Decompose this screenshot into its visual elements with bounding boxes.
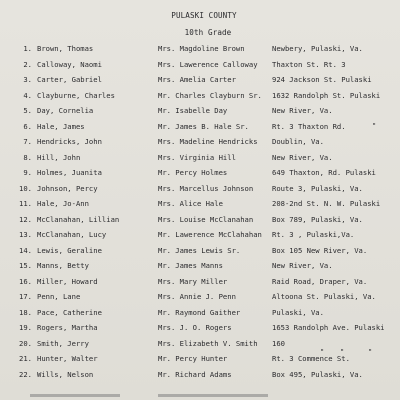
- parent-name: Mr. Isabelle Day: [158, 106, 228, 115]
- student-row: [0, 260, 400, 272]
- student-row: [0, 276, 400, 288]
- cut-off-row: [30, 394, 370, 400]
- address: 1653 Randolph Ave. Pulaski: [272, 323, 385, 332]
- student-row: [0, 291, 400, 303]
- address: 208-2nd St. N. W. Pulaski: [272, 199, 381, 208]
- address: Rt. 3 Thaxton Rd.: [272, 121, 346, 131]
- student-name: Wills, Nelson: [37, 369, 94, 379]
- parent-name: Mr. Percy Holmes: [158, 168, 228, 177]
- student-row: [0, 43, 400, 55]
- student-name: Calloway, Naomi: [37, 59, 102, 69]
- student-number: 8.: [23, 152, 32, 162]
- ditto-mark: ": [340, 348, 345, 356]
- address: 649 Thaxton, Rd. Pulaski: [272, 168, 376, 177]
- grade-heading: 10th Grade: [184, 28, 232, 37]
- student-number: 19.: [19, 323, 32, 332]
- student-name: Hale, James: [37, 121, 85, 131]
- student-name: Carter, Gabriel: [37, 75, 102, 84]
- student-name: Pace, Catherine: [37, 307, 102, 317]
- address: Route 3, Pulaski, Va.: [272, 183, 363, 193]
- parent-name: Mr. Lawerence McClahahan: [158, 230, 262, 239]
- student-name: Penn, Lane: [37, 292, 81, 301]
- ditto-mark: ": [368, 348, 373, 356]
- address: Box 789, Pulaski, Va.: [272, 214, 363, 224]
- student-name: Smith, Jerry: [37, 338, 89, 348]
- student-row: [0, 74, 400, 86]
- student-name: Johnson, Percy: [37, 183, 98, 193]
- address: 924 Jackson St. Pulaski: [272, 75, 372, 84]
- student-name: McClanahan, Lucy: [37, 230, 107, 239]
- student-name: Holmes, Juanita: [37, 168, 102, 177]
- student-number: 16.: [19, 276, 32, 286]
- parent-name: Mrs. Annie J. Penn: [158, 292, 236, 301]
- parent-name: Mrs. Marcellus Johnson: [158, 183, 254, 193]
- parent-name: Mr. Percy Hunter: [158, 354, 228, 363]
- student-row: [0, 121, 400, 133]
- student-row: [0, 198, 400, 210]
- student-row: [0, 245, 400, 257]
- student-row: [0, 105, 400, 117]
- student-number: 6.: [23, 121, 32, 131]
- address: Newbery, Pulaski, Va.: [272, 44, 363, 53]
- student-row: [0, 307, 400, 319]
- parent-name: Mrs. Virginia Hill: [158, 152, 236, 162]
- parent-name: Mrs. Madeline Hendricks: [158, 137, 258, 146]
- student-row: [0, 90, 400, 102]
- student-number: 7.: [23, 137, 32, 146]
- parent-name: Mrs. Alice Hale: [158, 199, 223, 208]
- student-name: Manns, Betty: [37, 261, 89, 270]
- student-name: Miller, Howard: [37, 276, 98, 286]
- student-name: Rogers, Martha: [37, 323, 98, 332]
- student-name: Hill, John: [37, 152, 81, 162]
- parent-name: Mrs. Elizabeth V. Smith: [158, 338, 258, 348]
- student-number: 5.: [23, 106, 32, 115]
- document-title: PULASKI COUNTY: [171, 11, 237, 20]
- student-name: McClanahan, Lillian: [37, 214, 120, 224]
- student-number: 21.: [19, 354, 32, 363]
- student-row: [0, 322, 400, 334]
- address: 160: [272, 338, 285, 348]
- student-name: Brown, Thomas: [37, 44, 94, 53]
- student-number: 15.: [19, 261, 32, 270]
- address: Pulaski, Va.: [272, 307, 324, 317]
- parent-name: Mrs. Lawerence Calloway: [158, 59, 258, 69]
- address: Thaxton St. Rt. 3: [272, 59, 346, 69]
- parent-name: Mr. Charles Clayburn Sr.: [158, 90, 262, 100]
- parent-name: Mrs. Amelia Carter: [158, 75, 236, 84]
- student-number: 1.: [23, 44, 32, 53]
- parent-name: Mrs. Mary Miller: [158, 276, 228, 286]
- student-row: [0, 136, 400, 148]
- student-row: [0, 152, 400, 164]
- student-name: Hale, Jo-Ann: [37, 199, 89, 208]
- student-row: [0, 369, 400, 381]
- student-row: [0, 229, 400, 241]
- address: Rt. 3 Commence St.: [272, 354, 350, 363]
- student-name: Day, Cornelia: [37, 106, 94, 115]
- student-number: 14.: [19, 245, 32, 255]
- parent-name: Mr. James B. Hale Sr.: [158, 121, 249, 131]
- student-number: 17.: [19, 292, 32, 301]
- address: Doublin, Va.: [272, 137, 324, 146]
- student-name: Hunter, Walter: [37, 354, 98, 363]
- student-number: 10.: [19, 183, 32, 193]
- student-number: 9.: [23, 168, 32, 177]
- student-number: 12.: [19, 214, 32, 224]
- address: New River, Va.: [272, 261, 333, 270]
- parent-name: Mrs. J. O. Rogers: [158, 323, 232, 332]
- address: Rt. 3 , Pulaski,Va.: [272, 230, 355, 239]
- student-number: 18.: [19, 307, 32, 317]
- student-row: [0, 214, 400, 226]
- address: Box 105 New River, Va.: [272, 245, 368, 255]
- ditto-mark: ": [320, 348, 325, 356]
- address: 1632 Randolph St. Pulaski: [272, 90, 381, 100]
- parent-name: Mrs. Magdoline Brown: [158, 44, 245, 53]
- address: Box 495, Pulaski, Va.: [272, 369, 363, 379]
- student-number: 3.: [23, 75, 32, 84]
- address: Raid Road, Draper, Va.: [272, 276, 368, 286]
- ditto-mark: ": [372, 122, 377, 130]
- parent-name: Mr. Richard Adams: [158, 369, 232, 379]
- address: Altoona St. Pulaski, Va.: [272, 292, 376, 301]
- address: New River, Va.: [272, 152, 333, 162]
- parent-name: Mrs. Louise McClanahan: [158, 214, 254, 224]
- student-row: [0, 59, 400, 71]
- student-row: [0, 183, 400, 195]
- student-number: 4.: [23, 90, 32, 100]
- student-number: 11.: [19, 199, 32, 208]
- student-name: Clayburne, Charles: [37, 90, 115, 100]
- student-name: Lewis, Geraline: [37, 245, 102, 255]
- parent-name: Mr. James Lewis Sr.: [158, 245, 241, 255]
- student-number: 22.: [19, 369, 32, 379]
- student-name: Hendricks, John: [37, 137, 102, 146]
- parent-name: Mr. James Manns: [158, 261, 223, 270]
- parent-name: Mr. Raymond Gaither: [158, 307, 241, 317]
- student-number: 13.: [19, 230, 32, 239]
- student-row: [0, 167, 400, 179]
- student-number: 20.: [19, 338, 32, 348]
- address: New River, Va.: [272, 106, 333, 115]
- student-number: 2.: [23, 59, 32, 69]
